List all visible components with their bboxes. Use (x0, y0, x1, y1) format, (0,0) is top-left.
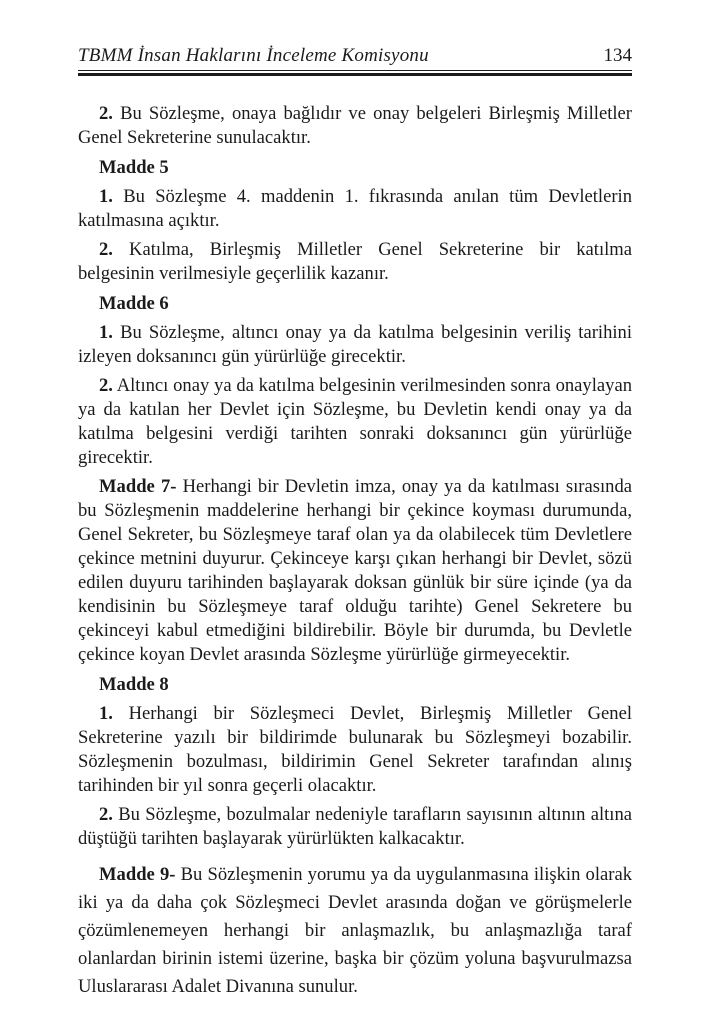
running-header (78, 45, 632, 67)
paragraph: 1. Bu Sözleşme 4. maddenin 1. fıkrasında anılan tüm Devletlerin katılmasına açıktır. (78, 186, 632, 231)
paragraph-lead: 1. (99, 703, 113, 724)
paragraph: 2. Katılma, Birleşmiş Milletler Genel Sekreterine bir katılma belgesinin verilmesiyle geçerlilik kazanır. (78, 239, 632, 284)
paragraph-lead: Madde 9- (99, 864, 176, 885)
header-rule-thin-line (78, 70, 632, 71)
page-number: 134 (603, 45, 632, 66)
paragraph-lead: 2. (99, 375, 113, 396)
paragraph: 2. Bu Sözleşme, bozulmalar nedeniyle tarafların sayısının altının altına düştüğü tarihten başlayarak yürürlükten kalkacaktır. (78, 804, 632, 849)
paragraph-lead: 2. (99, 239, 113, 260)
paragraph-lead: 1. (99, 322, 113, 343)
paragraph: Madde 7- Herhangi bir Devletin imza, onay ya da katılması sırasında bu Sözleşmenin maddelerine herhangi bir çekince koyması durumunda, Genel Sekreter, bu Sözleşmeye taraf olan ya da olabilecek tüm Devletlere çekince metnini duyurur. Çekinceye karşı çıkan herhangi bir Devlet, sözü edilen duyuru tarihinden başlayarak doksan günlük bir süre içinde (ya da kendisinin bu Sözleşmeye taraf olduğu tarihte) Genel Sekretere bu çekinceyi kabul etmediğini bildirebilir. Böyle bir durumda, bu Devletle çekince koyan Devlet arasında Sözleşme yürürlüğe girmeyecektir. (78, 476, 633, 665)
paragraph-lead: 2. (99, 804, 113, 825)
paragraph: 1. Bu Sözleşme, altıncı onay ya da katılma belgesinin veriliş tarihini izleyen doksanıncı gün yürürlüğe girecektir. (78, 322, 632, 367)
paragraph: 1. Herhangi bir Sözleşmeci Devlet, Birleşmiş Milletler Genel Sekreterine yazılı bir bildirimde bulunarak bu Sözleşmeyi bozabilir. Sözleşmenin bozulması, bildirimin Genel Sekreter tarafından alınış tarihinden bir yıl sonra geçerli olacaktır. (78, 703, 632, 796)
paragraph: 2. Bu Sözleşme, onaya bağlıdır ve onay belgeleri Birleşmiş Milletler Genel Sekreterine sunulacaktır. (78, 103, 632, 148)
paragraph-lead: 2. (99, 103, 113, 124)
document-body (78, 97, 632, 1001)
header-rule-thick-line (78, 73, 632, 76)
paragraph: Madde 9- Bu Sözleşmenin yorumu ya da uygulanmasına ilişkin olarak iki ya da daha çok Sözleşmeci Devlet arasında doğan ve görüşmelerle çözümlenemeyen herhangi bir anlaşmazlık, bu anlaşmazlığa taraf olanlardan birinin istemi üzerine, başka bir çözüm yoluna başvurulmazsa Uluslararası Adalet Divanına sunulur. (78, 864, 633, 997)
paragraph: 2. Altıncı onay ya da katılma belgesinin verilmesinden sonra onaylayan ya da katılan her Devlet için Sözleşme, bu Devletin kendi onay ya da katılma belgesini verdiği tarihten sonraki doksanıncı gün yürürlüğe girecektir. (78, 375, 632, 468)
article-heading: Madde 6 (99, 293, 169, 314)
article-heading: Madde 5 (99, 157, 169, 178)
paragraph-lead: 1. (99, 186, 113, 207)
paragraph-lead: Madde 7- (99, 476, 177, 497)
running-header-title: TBMM İnsan Haklarını İnceleme Komisyonu (78, 45, 429, 66)
header-rule (78, 70, 632, 76)
article-heading: Madde 8 (99, 674, 169, 695)
